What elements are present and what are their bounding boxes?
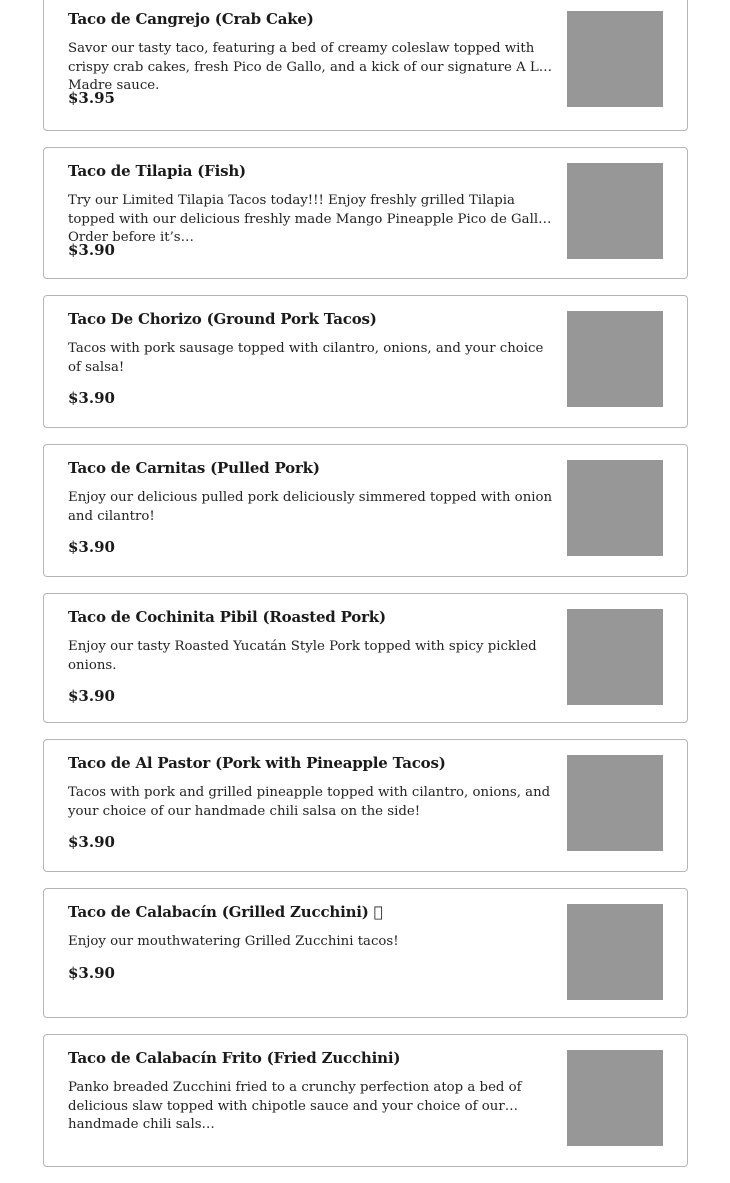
menu-item-image-placeholder: [567, 755, 663, 851]
menu-item-text: [68, 459, 558, 556]
menu-item-text: [68, 754, 558, 851]
menu-item-description: Try our Limited Tilapia Tacos today!!! Enjoy freshly grilled Tilapia topped with our delicious freshly made Mango Pineapple Pico de Gallo? Order before it’s…: [68, 193, 554, 245]
menu-item-name: Taco de Tilapia (Fish): [68, 162, 246, 180]
menu-item-price: $3.90: [68, 687, 115, 705]
menu-item-description: Tacos with pork and grilled pineapple topped with cilantro, onions, and your choice of our handmade chili salsa on the side!: [68, 785, 551, 819]
menu-item-card[interactable]: [43, 739, 688, 872]
menu-item-card[interactable]: [43, 444, 688, 577]
menu-item-price: $3.95: [68, 89, 115, 107]
menu-item-image-placeholder: [567, 904, 663, 1000]
menu-item-description: Enjoy our tasty Roasted Yucatán Style Pork topped with spicy pickled onions.: [68, 639, 537, 673]
menu-item-description: Enjoy our mouthwatering Grilled Zucchini tacos!: [68, 934, 399, 949]
menu-item-description: Savor our tasty taco, featuring a bed of creamy coleslaw topped with crispy crab cakes, fresh Pico de Gallo, and a kick of our signature A La Madre sauce.: [68, 41, 547, 93]
menu-item-name: Taco de Carnitas (Pulled Pork): [68, 459, 320, 477]
menu-item-image-placeholder: [567, 163, 663, 259]
menu-item-description: Enjoy our delicious pulled pork deliciously simmered topped with onion and cilantro!: [68, 490, 553, 524]
menu-item-card[interactable]: [43, 1034, 688, 1167]
menu-item-card[interactable]: [43, 295, 688, 428]
menu-item-text: [68, 162, 558, 259]
menu-item-text: [68, 10, 558, 107]
menu-item-name: Taco de Calabacín Frito (Fried Zucchini): [68, 1049, 401, 1067]
menu-item-card[interactable]: [43, 147, 688, 279]
menu-item-name: Taco de Cochinita Pibil (Roasted Pork): [68, 608, 386, 626]
menu-item-image-placeholder: [567, 609, 663, 705]
menu-item-card[interactable]: [43, 888, 688, 1018]
menu-item-description: Tacos with pork sausage topped with cilantro, onions, and your choice of salsa!: [68, 341, 544, 375]
menu-item-card[interactable]: [43, 0, 688, 131]
menu-item-image-placeholder: [567, 11, 663, 107]
menu-item-text: [68, 1049, 558, 1132]
menu-item-name: Taco de Cangrejo (Crab Cake): [68, 10, 314, 28]
menu-item-name: Taco De Chorizo (Ground Pork Tacos): [68, 310, 377, 328]
menu-item-price: $3.90: [68, 389, 115, 407]
menu-item-description: Panko breaded Zucchini fried to a crunchy perfection atop a bed of delicious slaw topped with chipotle sauce and your choice of our handmade chili sals…: [68, 1080, 522, 1132]
menu-item-price: $3.90: [68, 833, 115, 851]
menu-item-image-placeholder: [567, 1050, 663, 1146]
menu-item-price: $3.90: [68, 963, 115, 982]
menu-item-text: [68, 903, 558, 982]
menu-item-text: [68, 608, 558, 705]
menu-item-image-placeholder: [567, 460, 663, 556]
menu-item-price: $3.90: [68, 241, 115, 259]
menu-item-name: Taco de Al Pastor (Pork with Pineapple Tacos): [68, 754, 446, 772]
menu-item-list: [43, 0, 688, 1183]
menu-item-image-placeholder: [567, 311, 663, 407]
menu-item-price: $3.90: [68, 538, 115, 556]
menu-item-text: [68, 310, 558, 407]
menu-item-name: Taco de Calabacín (Grilled Zucchini) ￿: [68, 903, 383, 921]
menu-item-card[interactable]: [43, 593, 688, 723]
